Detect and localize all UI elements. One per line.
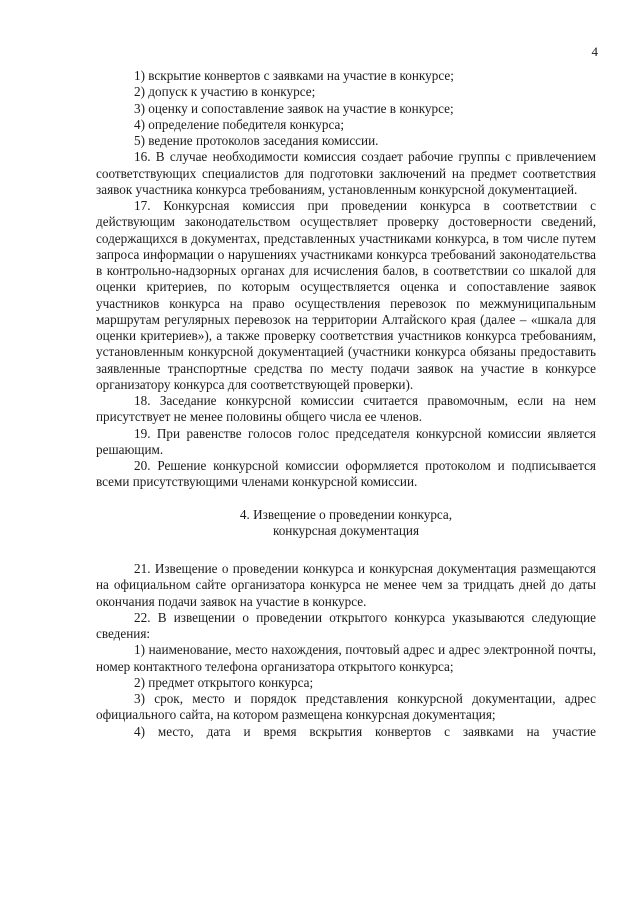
list-item: 1) вскрытие конвертов с заявками на участие в конкурсе; — [134, 68, 454, 83]
list-item: 4) определение победителя конкурса; — [134, 116, 344, 132]
paragraph-21: 21. Извещение о проведении конкурса и конкурсная документация размещаются на официальном сайте организатора конкурса не менее чем за тридцать дней до даты окончания подачи заявок на участие в конкурсе. — [96, 561, 596, 609]
section-heading-line-1: 4. Извещение о проведении конкурса, — [239, 506, 453, 522]
document-body — [96, 68, 596, 740]
list-item: 3) срок, место и порядок представления конкурсной документации, адрес официального сайта, на котором размещена конкурсная документация; — [96, 691, 596, 723]
paragraph-22: 22. В извещении о проведении открытого конкурса указываются следующие сведения: — [96, 609, 596, 641]
paragraph-20: 20. Решение конкурсной комиссии оформляется протоколом и подписывается всеми присутствующими членами конкурсной комиссии. — [96, 458, 596, 490]
paragraph-17: 17. Конкурсная комиссия при проведении конкурса в соответствии с действующим законодательством осуществляет проверку достоверности сведений, содержащихся в документах, представленных участниками конкурса, в том числе путем запроса информации о нарушениях участниками конкурса требований законодательства в контрольно-надзорных органах для исчисления балов, в соответствии со шкалой для оценки критериев, по которым осуществляется оценка и сопоставление заявок участников конкурса на право осуществления перевозок по межмуниципальным маршрутам регулярных перевозок на территории Алтайского края (далее – «шкала для оценки критериев»), а также проверку соответствия участников конкурса требованиям, установленным конкурсной документацией (участники конкурса обязаны предоставить заявленные транспортные средства по месту подачи заявок на участие в конкурсе организатору конкурса для соответствующей проверки). — [96, 198, 596, 392]
list-item: 2) допуск к участию в конкурсе; — [134, 84, 316, 100]
paragraph-18: 18. Заседание конкурсной комиссии считается правомочным, если на нем присутствует не менее половины общего числа ее членов. — [96, 393, 596, 425]
list-item: 5) ведение протоколов заседания комиссии. — [134, 133, 379, 148]
list-item: 3) оценку и сопоставление заявок на участие в конкурсе; — [134, 100, 454, 116]
list-item: 2) предмет открытого конкурса; — [134, 674, 314, 690]
list-item: 4) место, дата и время вскрытия конвертов с заявками на участие — [134, 723, 596, 739]
page-number: 4 — [591, 44, 598, 59]
list-item: 1) наименование, место нахождения, почтовый адрес и адрес электронной почты, номер контактного телефона организатора открытого конкурса; — [96, 642, 596, 674]
paragraph-19: 19. При равенстве голосов голос председателя конкурсной комиссии является решающим. — [96, 425, 596, 457]
paragraph-16: 16. В случае необходимости комиссия создает рабочие группы с привлечением соответствующих специалистов для подготовки заключений на предмет соответствия заявок участника конкурса требованиям, установленным конкурсной документацией. — [96, 149, 596, 197]
section-heading-line-2: конкурсная документация — [272, 522, 420, 538]
section-heading — [96, 507, 596, 540]
